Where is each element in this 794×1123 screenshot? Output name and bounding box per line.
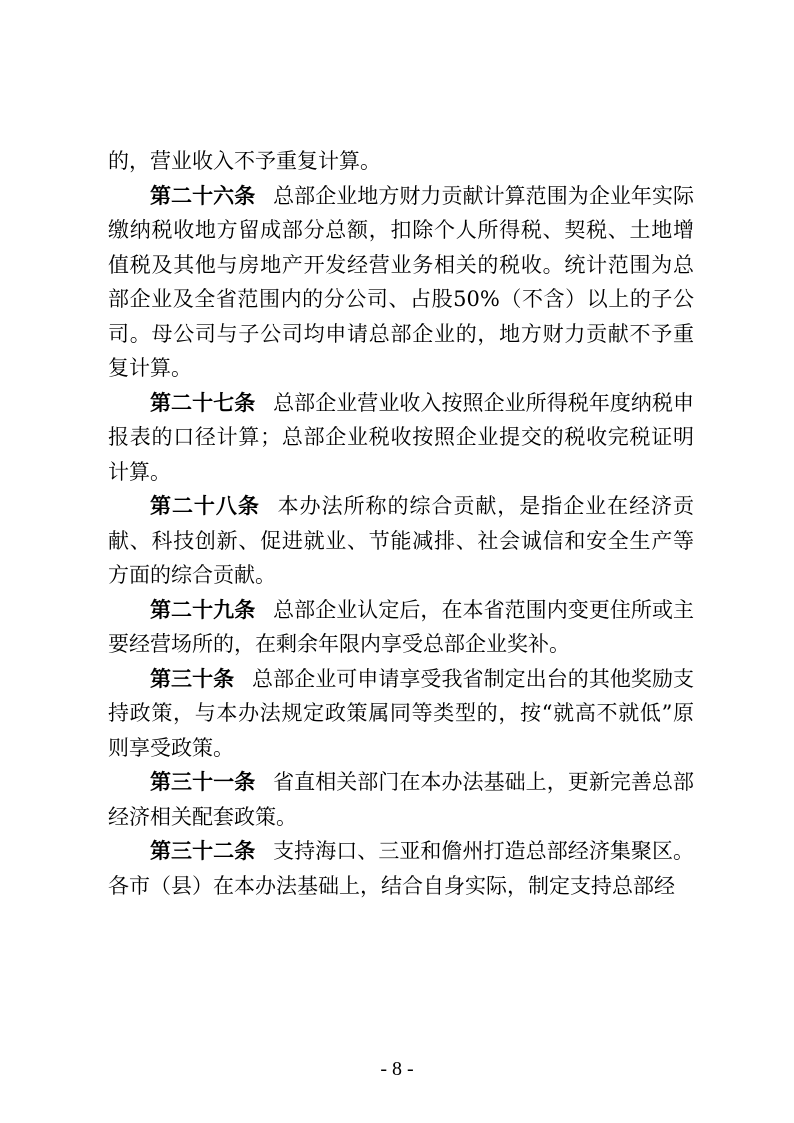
article-number: 第二十七条 [150,390,256,415]
article-number: 第三十一条 [150,770,256,794]
article-29 [108,593,694,662]
article-text: 总部企业营业收入按照企业所得税年度纳税申报表的口径计算；总部企业税收按照企业提交的税收完税证明计算。 [108,390,695,484]
article-number: 第二十八条 [150,494,260,518]
article-30 [108,662,694,766]
article-27 [108,386,694,490]
article-text: 总部企业认定后，在本省范围内变更住所或主要经营场所的，在剩余年限内享受总部企业奖补。 [108,597,695,656]
article-28 [108,489,694,593]
document-body [108,144,694,903]
article-26 [108,179,694,386]
article-32 [108,834,694,903]
article-number: 第三十二条 [150,839,256,863]
article-31 [108,765,694,834]
article-number: 第二十六条 [150,183,256,208]
article-number: 第三十条 [150,666,235,691]
article-number: 第二十九条 [150,597,256,622]
continuation-paragraph: 的，营业收入不予重复计算。 [108,149,381,173]
page-number: - 8 - [380,1058,414,1080]
article-text: 总部企业地方财力贡献计算范围为企业年实际缴纳税收地方留成部分总额，扣除个人所得税、契税、土地增值税及其他与房地产开发经营业务相关的税收。统计范围为总部企业及全省范围内的分公司、占股50%（不含）以上的子公司。母公司与子公司均申请总部企业的，地方财力贡献不予重复计算。 [108,183,695,380]
article-text: 省直相关部门在本办法基础上，更新完善总部经济相关配套政策。 [108,770,695,829]
article-text: 本办法所称的综合贡献，是指企业在经济贡献、科技创新、促进就业、节能减排、社会诚信和安全生产等方面的综合贡献。 [108,494,695,587]
article-text: 支持海口、三亚和儋州打造总部经济集聚区。各市（县）在本办法基础上，结合自身实际，制定支持总部经 [108,839,695,898]
article-text: 总部企业可申请享受我省制定出台的其他奖励支持政策，与本办法规定政策属同等类型的，按“就高不就低”原则享受政策。 [108,666,695,760]
